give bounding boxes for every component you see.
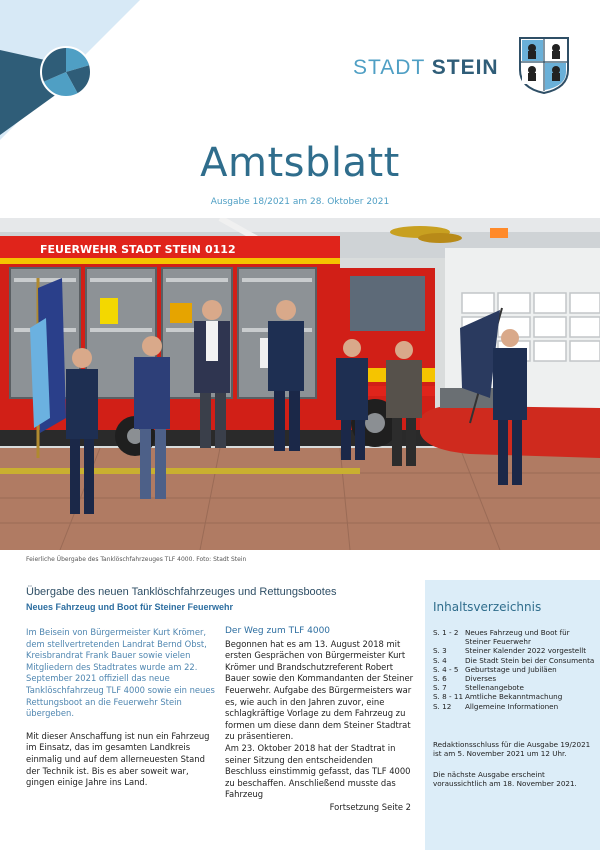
brand-bold: STEIN [431,56,499,79]
toc-entry[interactable] [433,683,597,692]
toc-pages: S. 12 [433,701,452,711]
toc-text: Steiner Kalender 2022 vorgestellt [465,646,587,656]
toc-pages: S. 4 - 5 [433,664,459,674]
corner-logo [0,0,140,140]
toc-text: Allgemeine Informationen [465,701,559,711]
toc-text: Neues Fahrzeug und Boot für Steiner Feuerwehr [465,628,570,647]
photo-caption: Feierliche Übergabe des Tanklöschfahrzeuges TLF 4000. Foto: Stadt Stein [26,556,247,563]
truck-label: FEUERWEHR STADT STEIN [40,243,201,256]
page-title: Amtsblatt [200,140,400,186]
toc-entry[interactable] [433,692,597,701]
issue-line: Ausgabe 18/2021 am 28. Oktober 2021 [210,197,390,207]
article-intro: Im Beisein von Bürgermeister Kurt Krömer, dem stellvertretenden Landrat Bernd Obst, Kreisbrandrat Frank Bauer sowie vielen Mitgliedern des Stadtrates wurde am 22. September 2021 offiziell das neue Tanklöschfahrzeug TLF 4000 sowie ein neues Rettungsboot an die Feuerwehr Stein übergeben. [26,627,215,719]
toc-pages: S. 4 [433,655,447,665]
toc-text: Die Stadt Stein bei der Consumenta [465,655,595,665]
article-paragraph: Mit dieser Anschaffung ist nun ein Fahrzeug im Einsatz, das im gesamten Landkreis einmalig und auf dem allerneuesten Stand der Technik ist. Bis es aber soweit war, gingen einige Jahre ins Land. [26,730,210,788]
next-issue-note: Die nächste Ausgabe erscheint voraussichtlich am 18. November 2021. [433,770,577,789]
brand-light: STADT [353,56,425,79]
coat-of-arms-icon [518,36,570,94]
article-headline: Übergabe des neuen Tanklöschfahrzeuges und Rettungsbootes [26,586,337,598]
truck-code: 0112 [205,243,236,256]
article-subheadline: Neues Fahrzeug und Boot für Steiner Feuerwehr [26,602,234,612]
toc-pages: S. 7 [433,683,447,693]
toc-text: Stellenangebote [465,683,524,693]
city-logo-icon [41,47,91,97]
toc-text: Geburtstage und Jubiläen [465,664,557,674]
toc-list [433,628,597,711]
article-paragraph: Begonnen hat es am 13. August 2018 mit ersten Gesprächen von Bürgermeister Kurt Krömer und Brandschutzreferent Robert Bauer sowie den Kommandanten der Steiner Feuerwehr. Aufgabe des Bürgermeisters war es, wie auch in den Jahren zuvor, eine schlagkräftige Vorlage zu dem Fahrzeug zu formen um diese dann dem Steiner Stadtrat zu präsentieren. [225,638,414,742]
toc-entry[interactable] [433,628,597,646]
article-column-left [26,627,216,800]
deadline-note: Redaktionsschluss für die Ausgabe 19/2021 ist am 5. November 2021 um 12 Uhr. [433,740,591,759]
article-column-right [225,626,415,801]
toc-pages: S. 8 - 11 [433,692,464,702]
city-brand [353,56,499,80]
toc-entry[interactable] [433,646,597,655]
toc-text: Diverses [465,674,497,684]
toc-title: Inhaltsverzeichnis [433,600,542,614]
continued-note: Fortsetzung Seite 2 [329,802,411,812]
table-of-contents [425,580,600,850]
toc-text: Amtliche Bekanntmachung [465,692,563,702]
article-paragraph: Am 23. Oktober 2018 hat der Stadtrat in seiner Sitzung den entscheidenden Beschluss einstimmig gefasst, das TLF 4000 zu beschaffen. Anschließend musste das Fahrzeug [225,742,411,800]
toc-entry[interactable] [433,674,597,683]
section-heading: Der Weg zum TLF 4000 [225,626,331,636]
fire-truck-photo [0,218,600,550]
toc-entry[interactable] [433,665,597,674]
toc-entry[interactable] [433,656,597,665]
toc-pages: S. 6 [433,674,447,684]
toc-entry[interactable] [433,702,597,711]
toc-pages: S. 3 [433,646,447,656]
toc-pages: S. 1 - 2 [433,628,459,637]
